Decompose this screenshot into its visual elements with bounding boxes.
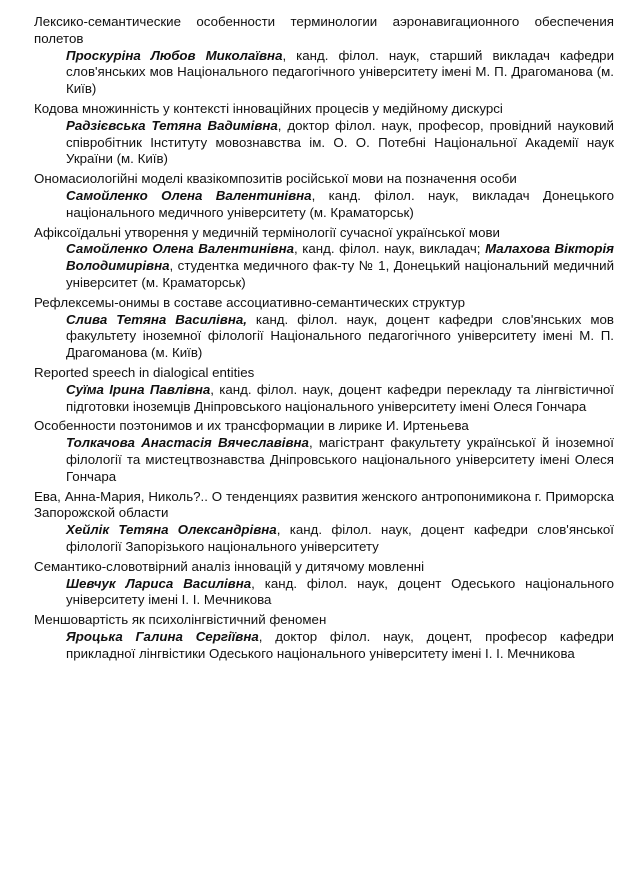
author-name: Малахова Вікторія Володимирівна [66,241,614,274]
author-line [34,382,614,416]
author-affiliation: , студентка медичного фак-ту № 1, Донецький національний медичний університет (м. Краматорськ) [66,258,614,290]
author-line [34,241,614,291]
paper-title: Афіксоїдальні утворення у медичній термінології сучасної української мови [34,224,500,240]
author-name: Яроцька Галина Сергіївна [66,628,259,644]
author-line [34,522,614,556]
author-name: Проскуріна Любов Миколаївна [66,47,283,63]
author-name: Толкачова Анастасія Вячеславівна [66,435,309,451]
author-affiliation: , доктор філол. наук, доцент, професор кафедри прикладної лінгвістики Одеського національного університету імені І. І. Мечникова [66,628,614,661]
paper-title: Особенности поэтонимов и их трансформации в лирике И. Иртеньева [34,418,469,434]
list-item [34,559,614,609]
paper-title: Reported speech in dialogical entities [34,364,255,380]
author-name: Хейлік Тетяна Олександрівна [66,522,277,538]
author-line [34,629,614,663]
author-name: Самойленко Олена Валентинівна [66,241,295,257]
author-name: Радзієвська Тетяна Вадимівна [66,117,278,133]
author-line [34,312,614,362]
list-item [34,295,614,362]
paper-title: Ева, Анна-Мария, Николь?.. О тенденциях развития женского антропонимикона г. Приморска Запорожской области [34,488,614,521]
author-line [34,48,614,98]
author-affiliation: , канд. філол. наук, доцент кафедри перекладу та лінгвістичної підготовки іноземців Дніпровського національного університету імені Олеся Гончара [66,381,615,414]
list-item [34,14,614,98]
list-item [34,225,614,292]
author-line [34,435,614,485]
author-affiliation: , канд. філол. наук, викладач; [294,241,486,257]
author-line [34,576,614,610]
author-line [34,188,614,222]
paper-title: Лексико-семантические особенности терминологии аэронавигационного обеспечения полетов [34,14,614,46]
list-item [34,418,614,485]
author-name: Самойленко Олена Валентинівна [66,187,312,203]
author-affiliation: , доктор філол. наук, професор, провідний науковий співробітник Інституту мовознавства ім. О. О. Потебні Національної Академії наук України (м. Київ) [66,117,614,167]
list-item [34,365,614,415]
author-affiliation: канд. філол. наук, доцент кафедри слов'янських мов факультету іноземної філології Національного педагогічного університету імені М. П. Драгоманова (м. Київ) [66,311,614,361]
author-affiliation: , канд. філол. наук, доцент кафедри слов'янської філології Запорізького національного університету [66,522,614,554]
paper-title: Семантико-словотвірний аналіз інновацій у дитячому мовленні [34,558,425,574]
paper-title: Меншовартість як психолінгвістичний феномен [34,612,327,628]
author-affiliation: , канд. філол. наук, старший викладач кафедри слов'янських мов Національного педагогічного університету імені М. П. Драгоманова (м. Київ) [66,47,614,97]
author-affiliation: , магістрант факультету української й іноземної філології та мистецтвознавства Дніпровського національного університету імені Олеся Гончара [66,435,614,484]
author-name: Слива Тетяна Василівна, [66,311,247,327]
list-item [34,101,614,168]
author-name: Шевчук Лариса Василівна [66,575,252,591]
paper-title: Ономасиологійні моделі квазікомпозитів російської мови на позначення особи [34,171,517,187]
author-affiliation: , канд. філол. наук, доцент Одеського національного університету імені І. І. Мечникова [66,575,614,608]
list-item [34,612,614,662]
author-affiliation: , канд. філол. наук, викладач Донецького національного медичного університету (м. Краматорськ) [66,187,614,220]
paper-title: Рефлексемы-онимы в составе ассоциативно-семантических структур [34,294,465,310]
author-line [34,118,614,168]
paper-title: Кодова множинність у контексті інноваційних процесів у медійному дискурсі [34,100,503,116]
contents-list [34,14,614,665]
list-item [34,489,614,556]
author-name: Суїма Ірина Павлівна [66,381,211,397]
list-item [34,171,614,221]
